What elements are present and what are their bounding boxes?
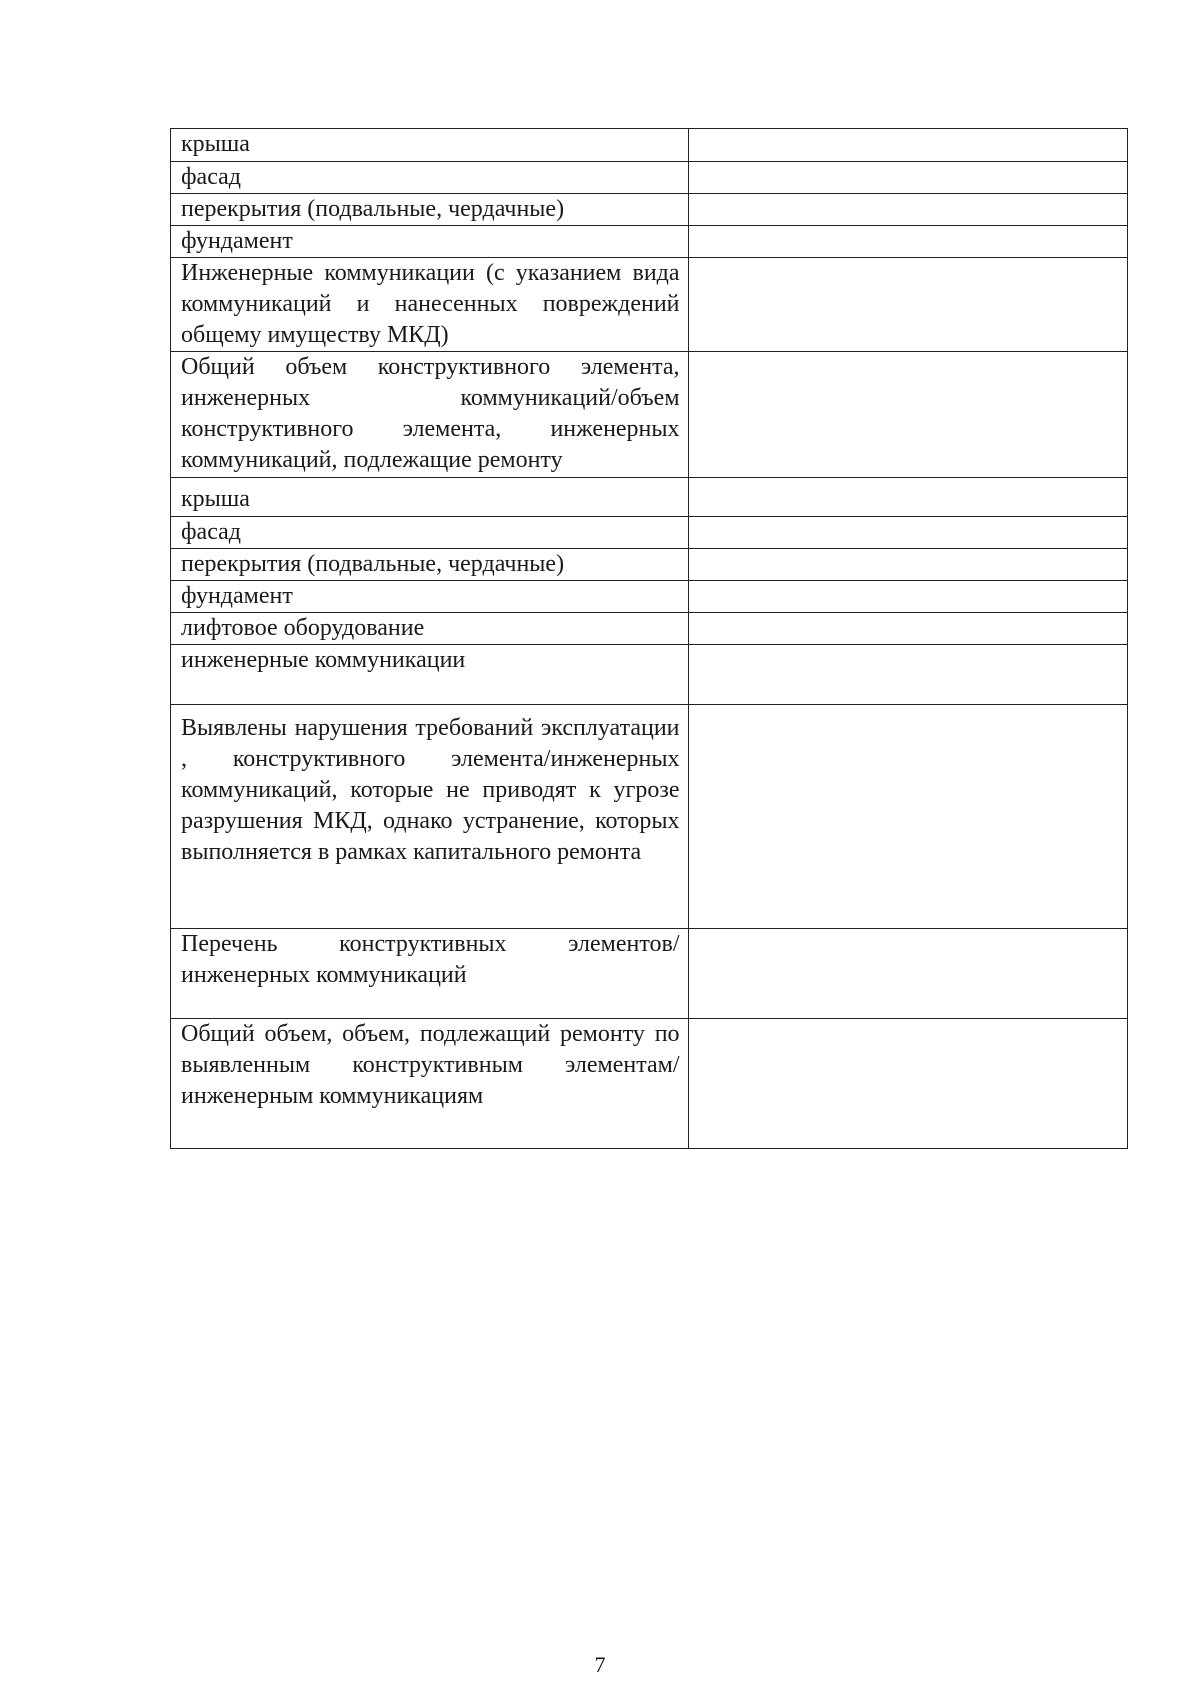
- table-row: [171, 1019, 1128, 1149]
- table-row: [171, 705, 1128, 929]
- page-number: 7: [594, 1652, 606, 1677]
- row-label-violations-found: Выявлены нарушения требований эксплуатации , конструктивного элемента/инженерных коммуникаций, которые не приводят к угрозе разрушения МКД, однако устранение, которых выполняется в рамках капитального ремонта: [171, 705, 689, 929]
- row-label-floors-2: перекрытия (подвальные, чердачные): [171, 549, 689, 581]
- table-row: [171, 258, 1128, 352]
- row-value-total-volume: [688, 352, 1127, 478]
- row-label-floors: перекрытия (подвальные, чердачные): [171, 194, 689, 226]
- row-label-facade: фасад: [171, 162, 689, 194]
- row-value-roof-2: [688, 478, 1127, 517]
- row-label-roof: крыша: [171, 129, 689, 162]
- row-label-elevator-equipment: лифтовое оборудование: [171, 613, 689, 645]
- table-row: [171, 352, 1128, 478]
- table-row: [171, 478, 1128, 517]
- row-value-repair-volume: [688, 1019, 1127, 1149]
- row-label-roof-2: крыша: [171, 478, 689, 517]
- row-value-elevator-equipment: [688, 613, 1127, 645]
- table-row: [171, 194, 1128, 226]
- table-row: [171, 929, 1128, 1019]
- table-row: [171, 613, 1128, 645]
- table-row: [171, 226, 1128, 258]
- table-row: [171, 129, 1128, 162]
- table-row: [171, 581, 1128, 613]
- row-value-facade: [688, 162, 1127, 194]
- row-label-engineering-communications-2: инженерные коммуникации: [171, 645, 689, 705]
- row-value-foundation-2: [688, 581, 1127, 613]
- row-value-engineering-communications-2: [688, 645, 1127, 705]
- row-value-facade-2: [688, 517, 1127, 549]
- table-row: [171, 517, 1128, 549]
- row-value-roof: [688, 129, 1127, 162]
- row-value-violations-found: [688, 705, 1127, 929]
- row-label-facade-2: фасад: [171, 517, 689, 549]
- row-value-floors-2: [688, 549, 1127, 581]
- row-value-floors: [688, 194, 1127, 226]
- inspection-form-table: [170, 128, 1128, 1149]
- row-value-foundation: [688, 226, 1127, 258]
- table-row: [171, 162, 1128, 194]
- row-label-repair-volume: Общий объем, объем, подлежащий ремонту по выявленным конструктивным элементам/ инженерным коммуникациям: [171, 1019, 689, 1149]
- row-value-elements-list: [688, 929, 1127, 1019]
- row-label-elements-list: Перечень конструктивных элементов/ инженерных коммуникаций: [171, 929, 689, 1019]
- row-label-foundation: фундамент: [171, 226, 689, 258]
- row-label-engineering-communications: Инженерные коммуникации (с указанием вида коммуникаций и нанесенных повреждений общему имуществу МКД): [171, 258, 689, 352]
- row-label-foundation-2: фундамент: [171, 581, 689, 613]
- row-label-total-volume: Общий объем конструктивного элемента, инженерных коммуникаций/объем конструктивного элемента, инженерных коммуникаций, подлежащие ремонту: [171, 352, 689, 478]
- row-value-engineering-communications: [688, 258, 1127, 352]
- table-row: [171, 645, 1128, 705]
- table-row: [171, 549, 1128, 581]
